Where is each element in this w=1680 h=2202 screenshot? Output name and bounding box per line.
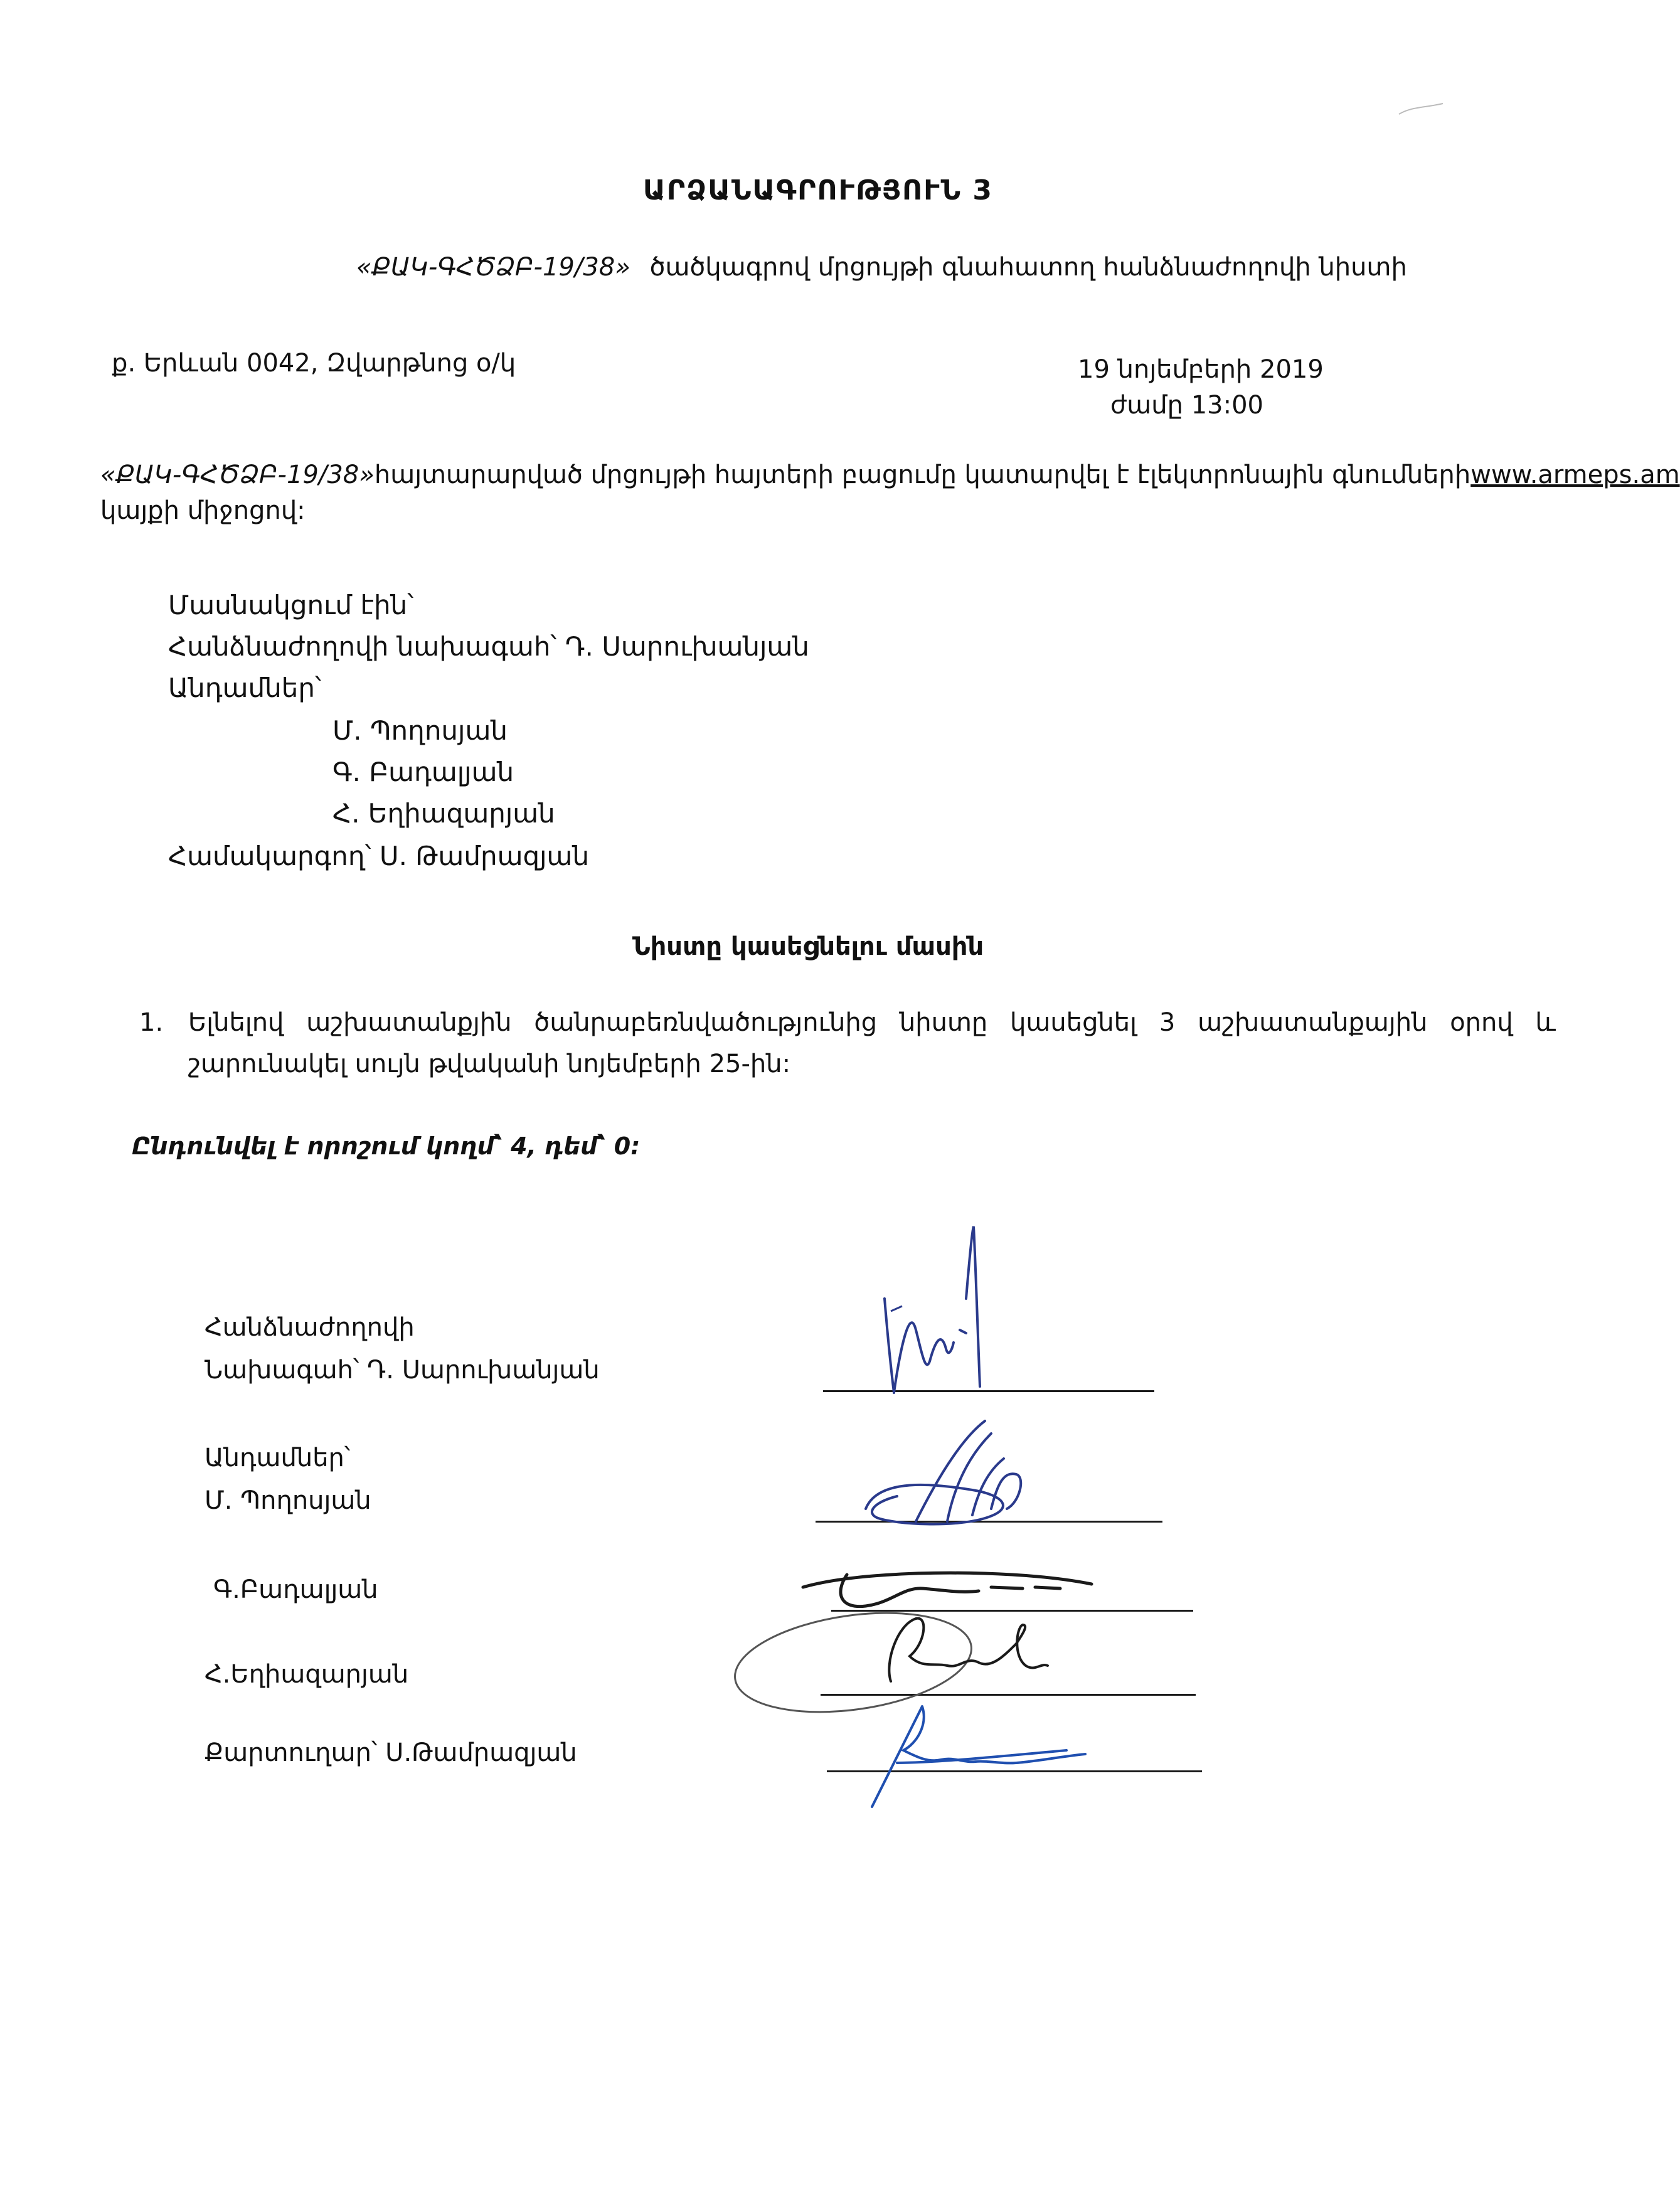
signature-chair-icon (872, 1223, 997, 1412)
signature-secretary-icon (859, 1694, 1098, 1819)
subtitle-code: «ՔԱԿ-ԳՀԾՁԲ-19/38» (356, 253, 630, 282)
document-title: ԱՐՁԱՆԱԳՐՈՒԹՅՈՒՆ 3 (643, 174, 994, 206)
member-item: Գ. Բադալյան (332, 757, 514, 787)
sig-members-label: Անդամներ՝ (205, 1444, 351, 1472)
time: ժամը 13:00 (1110, 391, 1263, 420)
sig-member-3: Հ.Եղիազարյան (205, 1660, 409, 1689)
participants-heading: Մասնակցում էին՝ (168, 590, 414, 620)
sig-chair-line-1: Հանձնաժողովի (205, 1313, 415, 1342)
sig-chair-line-2: Նախագահ՝ Դ. Սարուխանյան (205, 1356, 600, 1385)
armeps-link[interactable]: www.armeps.am (1470, 460, 1680, 489)
intro-code: «ՔԱԿ-ԳՀԾՁԲ-19/38» (100, 460, 375, 489)
sig-member-2: Գ.Բադալյան (213, 1575, 378, 1604)
member-item: Հ. Եղիազարյան (332, 798, 555, 829)
sig-member-1: Մ. Պողոսյան (205, 1486, 371, 1515)
intro-line-2: կայքի միջոցով: (100, 496, 306, 525)
location: ք. Երևան 0042, Զվարթնոց օ/կ (112, 349, 516, 378)
item-line-1: Ելնելով աշխատանքյին ծանրաբեռնվածությունից նիստը կասեցնել 3 աշխատանքային օրով և (188, 1008, 1556, 1037)
intro-line-1 (100, 460, 1680, 490)
signature-member-1-icon (859, 1415, 1048, 1540)
sig-secretary: Քարտուղար՝ Ս.Թամրազյան (205, 1738, 577, 1767)
members-label: Անդամներ՝ (168, 673, 322, 703)
item-line-2: շարունակել սույն թվականի նոյեմբերի 25-ին: (188, 1050, 791, 1078)
subtitle-text: ծածկագրով մրցույթի գնահատող հանձնաժողովի նիստի (649, 253, 1407, 282)
coordinator-line: Համակարգող՝ Ս. Թամրազյան (168, 841, 590, 871)
section-title: Նիստը կասեցնելու մասին (632, 932, 984, 961)
scan-mark-icon (1396, 100, 1446, 119)
subtitle (356, 252, 1407, 282)
decision-text: Ընդունվել է որոշում կողմ՝ 4, դեմ՝ 0: (132, 1132, 641, 1160)
member-item: Մ. Պողոսյան (332, 715, 508, 746)
intro-text: հայտարարված մրցույթի հայտերի բացումը կատարվել է էլեկտրոնային գնումների (374, 460, 1471, 489)
date: 19 նոյեմբերի 2019 (1078, 355, 1324, 384)
chair-line: Հանձնաժողովի նախագահ՝ Դ. Սարուխանյան (168, 631, 809, 662)
item-number: 1. (139, 1008, 164, 1037)
